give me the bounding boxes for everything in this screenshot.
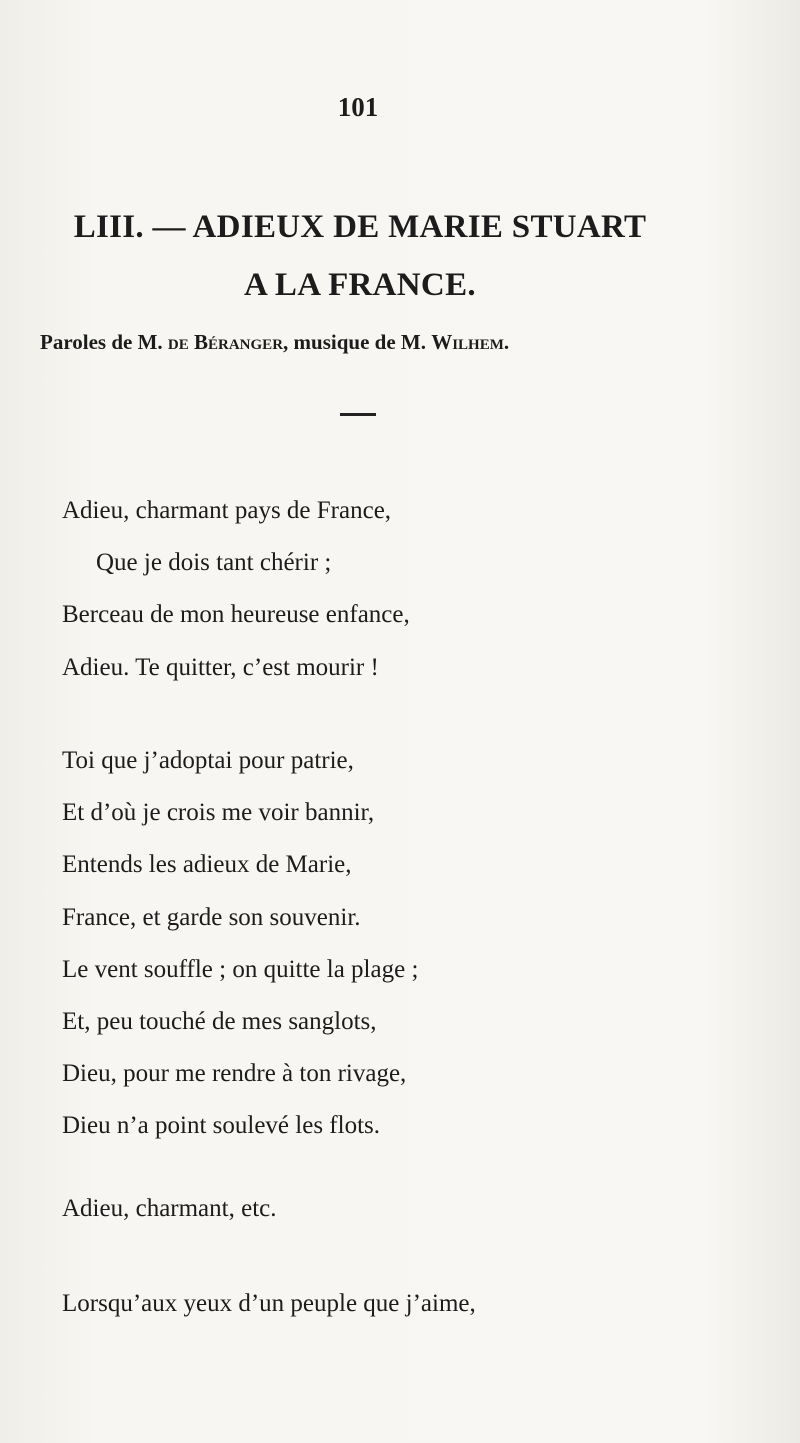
verse-line: Lorsqu’aux yeux d’un peuple que j’aime,: [62, 1290, 476, 1317]
credits-prefix: Paroles de M.: [40, 330, 168, 354]
verse-line: Adieu, charmant, etc.: [62, 1195, 277, 1222]
stanza-2: [62, 735, 682, 1153]
verse-line: Dieu n’a point soulevé les flots.: [62, 1112, 380, 1140]
page-number: 101: [337, 92, 379, 122]
credits-suffix: .: [503, 330, 510, 354]
composer-name: Wilhem: [431, 330, 504, 354]
credits-middle: , musique de M.: [283, 330, 432, 354]
refrain-reference: [62, 1183, 682, 1235]
verse-line: Et d’où je crois me voir bannir,: [62, 799, 375, 827]
verse-line: Adieu. Te quitter, c’est mourir !: [62, 653, 379, 681]
song-title-line-2: A LA FRANCE.: [244, 267, 476, 303]
stanza-1: [62, 485, 682, 694]
verse-line: Et, peu touché de mes sanglots,: [62, 1007, 377, 1035]
song-credits: [40, 330, 700, 355]
verse-line: Adieu, charmant pays de France,: [62, 497, 392, 524]
verse-line: Que je dois tant chérir ;: [96, 549, 332, 577]
lyricist-name: de Béranger: [167, 330, 284, 354]
verse-line: France, et garde son souvenir.: [62, 903, 361, 931]
verse-line: Toi que j’adoptai pour patrie,: [62, 747, 354, 774]
verse-line: Entends les adieux de Marie,: [62, 851, 352, 879]
title-divider: [340, 413, 376, 416]
stanza-3: [62, 1278, 682, 1330]
verse-line: Le vent souffle ; on quitte la plage ;: [62, 955, 419, 983]
song-title-line-1: LIII. — ADIEUX DE MARIE STUART: [73, 209, 647, 245]
verse-line: Dieu, pour me rendre à ton rivage,: [62, 1060, 407, 1088]
verse-line: Berceau de mon heureuse enfance,: [62, 601, 410, 629]
song-title: [40, 198, 680, 314]
